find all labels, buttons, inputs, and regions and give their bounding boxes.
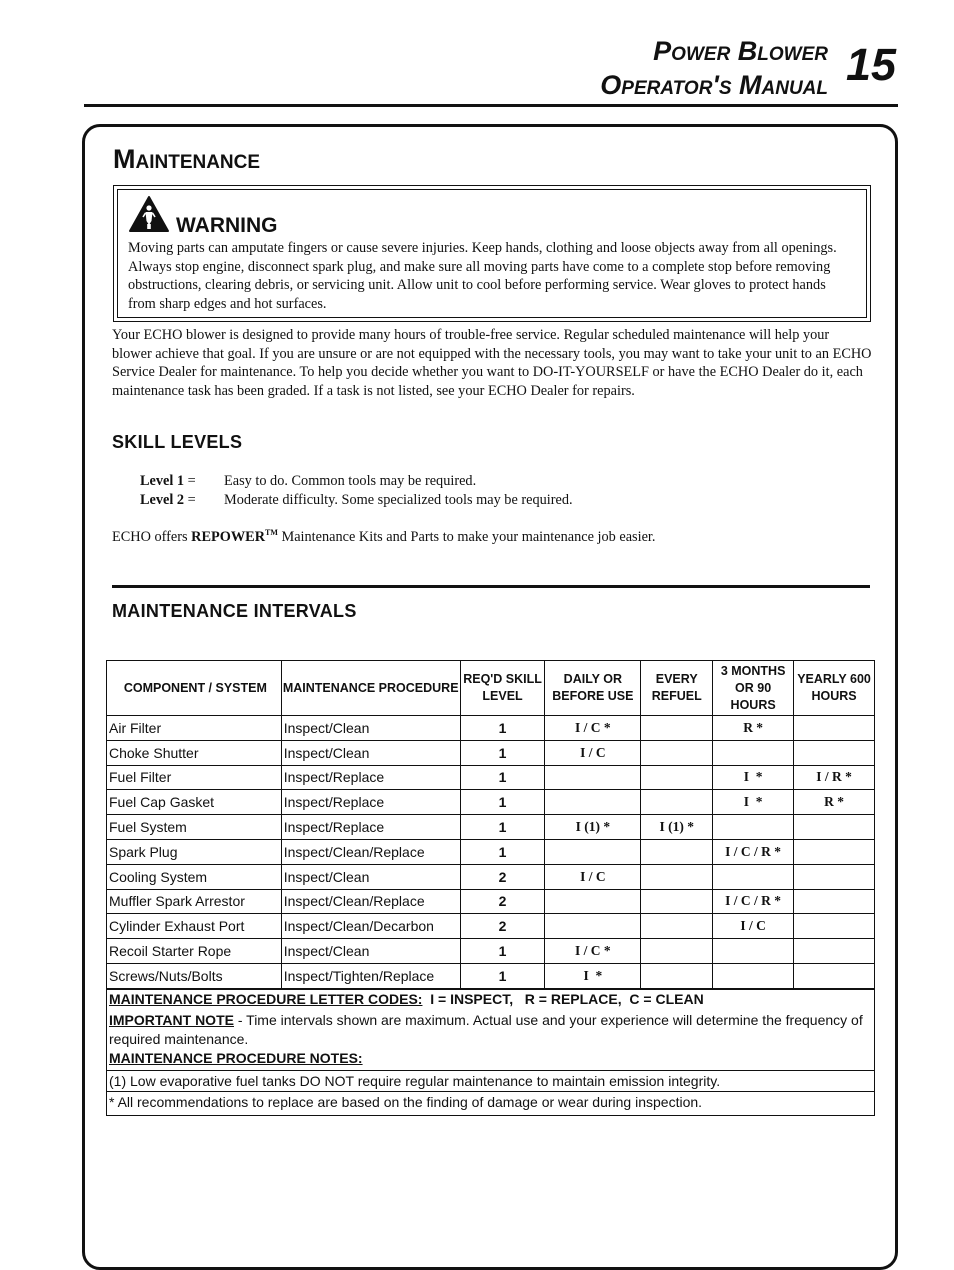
table-row — [107, 790, 875, 815]
skill-level-1-desc: Easy to do. Common tools may be required. — [224, 473, 477, 489]
cell-3-months: I / C / R * — [713, 839, 794, 864]
cell-daily — [545, 914, 641, 939]
repower-offer — [112, 528, 655, 546]
cell-3-months — [713, 939, 794, 964]
cell-component: Recoil Starter Rope — [107, 939, 282, 964]
warning-box — [113, 185, 871, 322]
cell-yearly — [794, 963, 875, 988]
cell-daily: I / C * — [545, 939, 641, 964]
col-header-yearly: YEARLY 600 HOURS — [794, 661, 875, 716]
cell-daily — [545, 839, 641, 864]
cell-component: Muffler Spark Arrestor — [107, 889, 282, 914]
table-header-row — [107, 661, 875, 716]
cell-skill-level: 1 — [460, 815, 545, 840]
section-title: Maintenance — [113, 144, 261, 174]
table-row — [107, 963, 875, 988]
cell-daily: I / C — [545, 740, 641, 765]
cell-refuel — [641, 889, 713, 914]
cell-yearly — [794, 889, 875, 914]
manual-title — [600, 34, 828, 102]
important-text: - Time intervals shown are maximum. Actual use and your experience will determine the frequency of required maintenance. — [109, 1011, 863, 1047]
cell-component: Choke Shutter — [107, 740, 282, 765]
cell-3-months: I * — [713, 790, 794, 815]
cell-procedure: Inspect/Replace — [281, 765, 460, 790]
table-row — [107, 864, 875, 889]
cell-procedure: Inspect/Clean — [281, 716, 460, 741]
cell-daily — [545, 889, 641, 914]
cell-procedure: Inspect/Clean — [281, 740, 460, 765]
skill-levels-heading: SKILL LEVELS — [112, 432, 243, 452]
skill-level-1 — [140, 472, 476, 490]
warning-triangle-icon — [128, 195, 170, 233]
cell-procedure: Inspect/Clean/Replace — [281, 839, 460, 864]
skill-level-2-desc: Moderate difficulty. Some specialized tools may be required. — [224, 492, 573, 508]
cell-skill-level: 2 — [460, 864, 545, 889]
cell-3-months: I * — [713, 765, 794, 790]
cell-refuel: I (1) * — [641, 815, 713, 840]
cell-yearly — [794, 914, 875, 939]
cell-3-months — [713, 815, 794, 840]
cell-yearly — [794, 740, 875, 765]
cell-yearly: I / R * — [794, 765, 875, 790]
table-row — [107, 740, 875, 765]
cell-component: Cooling System — [107, 864, 282, 889]
cell-daily: I / C — [545, 864, 641, 889]
cell-yearly — [794, 839, 875, 864]
cell-daily: I * — [545, 963, 641, 988]
cell-daily — [545, 790, 641, 815]
cell-procedure: Inspect/Clean/Decarbon — [281, 914, 460, 939]
cell-component: Air Filter — [107, 716, 282, 741]
cell-component: Fuel System — [107, 815, 282, 840]
cell-3-months — [713, 963, 794, 988]
cell-component: Fuel Filter — [107, 765, 282, 790]
cell-refuel — [641, 765, 713, 790]
cell-refuel — [641, 716, 713, 741]
cell-refuel — [641, 939, 713, 964]
cell-daily: I (1) * — [545, 815, 641, 840]
cell-skill-level: 2 — [460, 914, 545, 939]
table-row — [107, 839, 875, 864]
cell-skill-level: 1 — [460, 839, 545, 864]
header-divider — [84, 104, 898, 107]
cell-component: Screws/Nuts/Bolts — [107, 963, 282, 988]
col-header-component: COMPONENT / SYSTEM — [107, 661, 282, 716]
table-row — [107, 815, 875, 840]
page-number: 15 — [846, 39, 897, 90]
cell-3-months — [713, 864, 794, 889]
notes-cell — [107, 989, 875, 1116]
cell-daily: I / C * — [545, 716, 641, 741]
cell-procedure: Inspect/Clean/Replace — [281, 889, 460, 914]
cell-refuel — [641, 914, 713, 939]
cell-3-months: I / C / R * — [713, 889, 794, 914]
codes-label: MAINTENANCE PROCEDURE LETTER CODES: — [109, 990, 423, 1007]
cell-refuel — [641, 790, 713, 815]
table-row — [107, 765, 875, 790]
cell-yearly — [794, 939, 875, 964]
col-header-procedure: MAINTENANCE PROCEDURE — [281, 661, 460, 716]
col-header-refuel: EVERY REFUEL — [641, 661, 713, 716]
table-row — [107, 716, 875, 741]
cell-refuel — [641, 963, 713, 988]
codes-text: I = INSPECT, R = REPLACE, C = CLEAN — [422, 990, 704, 1007]
offer-post: Maintenance Kits and Parts to make your maintenance job easier. — [277, 528, 656, 545]
cell-skill-level: 2 — [460, 889, 545, 914]
maintenance-table — [106, 660, 875, 1116]
cell-skill-level: 1 — [460, 939, 545, 964]
cell-skill-level: 1 — [460, 716, 545, 741]
col-header-daily: DAILY OR BEFORE USE — [545, 661, 641, 716]
table-body — [107, 716, 875, 989]
table-row — [107, 889, 875, 914]
cell-yearly — [794, 815, 875, 840]
cell-refuel — [641, 839, 713, 864]
cell-yearly: R * — [794, 790, 875, 815]
section-divider — [112, 585, 870, 588]
skill-level-1-label: Level 1 — [140, 473, 185, 489]
cell-skill-level: 1 — [460, 765, 545, 790]
cell-procedure: Inspect/Clean — [281, 864, 460, 889]
cell-refuel — [641, 740, 713, 765]
cell-component: Spark Plug — [107, 839, 282, 864]
warning-title: WARNING — [176, 214, 278, 237]
cell-refuel — [641, 864, 713, 889]
important-label: IMPORTANT NOTE — [109, 1011, 234, 1028]
skill-level-2-label: Level 2 — [140, 492, 185, 508]
cell-procedure: Inspect/Tighten/Replace — [281, 963, 460, 988]
cell-procedure: Inspect/Clean — [281, 939, 460, 964]
manual-title-line2: Operator's Manual — [600, 70, 828, 100]
notes-label: MAINTENANCE PROCEDURE NOTES: — [109, 1049, 363, 1066]
cell-3-months: I / C — [713, 914, 794, 939]
offer-tm: TM — [265, 528, 278, 537]
skill-level-2 — [140, 491, 573, 509]
col-header-skill: REQ'D SKILL LEVEL — [460, 661, 545, 716]
manual-title-line1: Power Blower — [653, 36, 828, 66]
cell-daily — [545, 765, 641, 790]
intervals-heading: MAINTENANCE INTERVALS — [112, 601, 357, 621]
cell-procedure: Inspect/Replace — [281, 790, 460, 815]
warning-text: Moving parts can amputate fingers or cause severe injuries. Keep hands, clothing and loose objects away from all openings. Always stop engine, disconnect spark plug, and make sure all moving parts have come to a complete stop before removing obstructions, clearing debris, or servicing unit. Allow unit to cool before performing service. Wear gloves to protect hands from sharp edges and hot surfaces. — [128, 240, 837, 312]
cell-procedure: Inspect/Replace — [281, 815, 460, 840]
cell-yearly — [794, 716, 875, 741]
cell-skill-level: 1 — [460, 740, 545, 765]
warning-box-inner — [117, 189, 867, 318]
cell-skill-level: 1 — [460, 963, 545, 988]
offer-pre: ECHO offers — [112, 528, 192, 545]
offer-brand: REPOWER — [191, 528, 266, 545]
intro-paragraph: Your ECHO blower is designed to provide many hours of trouble-free service. Regular scheduled maintenance will help your blower achieve that goal. If you are unsure or are not equipped with the necessary tools, you may want to take your unit to an ECHO Service Dealer for maintenance. To help you decide whether you want to DO-IT-YOURSELF or have the ECHO Dealer do it, each maintenance task has been graded. If a task is not listed, see your ECHO Dealer for repairs. — [112, 327, 872, 400]
cell-3-months: R * — [713, 716, 794, 741]
col-header-3months: 3 MONTHS OR 90 HOURS — [713, 661, 794, 716]
skill-level-1-eq: = — [184, 473, 196, 489]
cell-component: Fuel Cap Gasket — [107, 790, 282, 815]
note-2: * All recommendations to replace are based on the finding of damage or wear during inspection. — [106, 1091, 875, 1115]
cell-component: Cylinder Exhaust Port — [107, 914, 282, 939]
skill-level-2-eq: = — [184, 492, 196, 508]
table-row — [107, 914, 875, 939]
cell-skill-level: 1 — [460, 790, 545, 815]
note-1: (1) Low evaporative fuel tanks DO NOT require regular maintenance to maintain emission integrity. — [106, 1070, 875, 1091]
notes-row — [107, 989, 875, 1116]
cell-yearly — [794, 864, 875, 889]
table-row — [107, 939, 875, 964]
cell-3-months — [713, 740, 794, 765]
